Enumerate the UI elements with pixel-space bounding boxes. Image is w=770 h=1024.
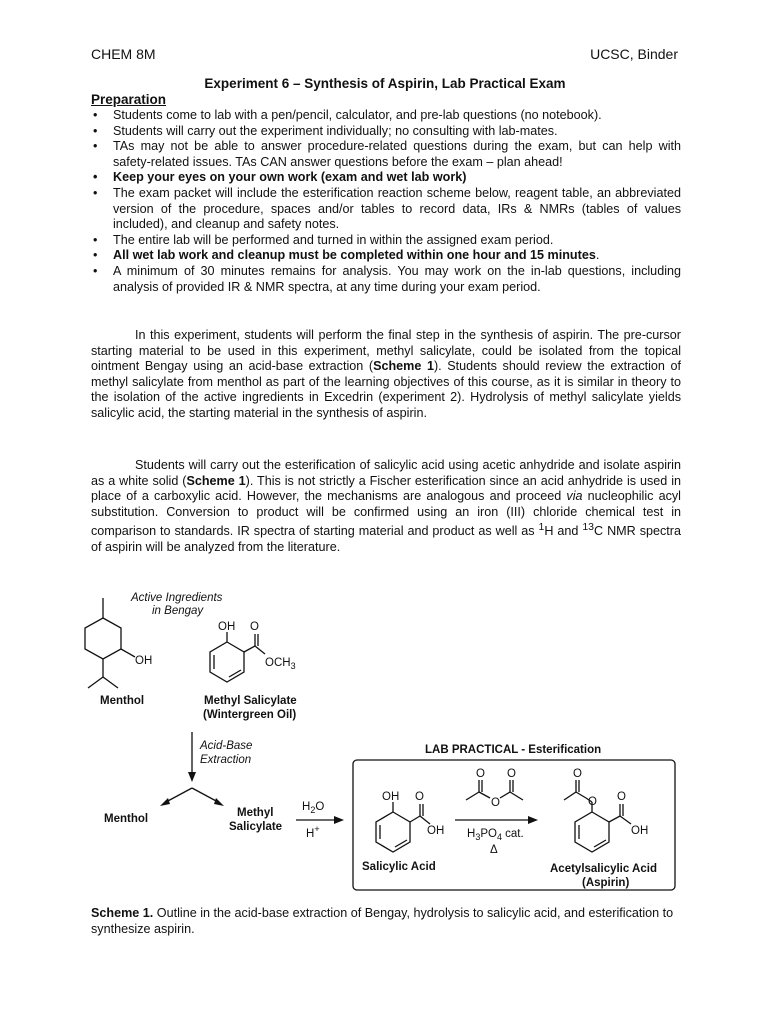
salicylic-acid-label: Salicylic Acid <box>362 861 436 873</box>
bold-text: All wet lab work and cleanup must be completed within one hour and 15 minutes <box>113 248 596 263</box>
active-ingredients-label: Active Ingredients <box>131 592 223 604</box>
reaction-scheme <box>0 580 770 905</box>
salicylic-acid-carboxyl-oh: OH <box>427 825 445 837</box>
acetylsalicylic-acid-label: Acetylsalicylic Acid <box>550 863 657 875</box>
methyl-salicylate-oh: OH <box>218 621 236 633</box>
menthol-oh: OH <box>135 655 153 667</box>
superscript: 1 <box>538 521 545 534</box>
institution-header: UCSC, Binder <box>590 46 678 62</box>
paragraph-text: In this experiment, students will perform the final step in the synthesis of aspirin. The pre-cursor starting material to be used in this experiment, methyl salicylate, could be isolated from the topical ointment Bengay using an acid-base extraction ( <box>91 328 681 374</box>
preparation-list <box>91 108 681 295</box>
italic-text: via <box>566 489 583 504</box>
heat-symbol: Δ <box>490 844 498 856</box>
caption-label: Scheme 1. <box>91 906 154 920</box>
catalyst-label: $H_3PO_4$ cat. <box>467 828 524 842</box>
menthol-product-label: Menthol <box>104 813 149 825</box>
left-arrowhead <box>160 798 170 806</box>
aspirin-oh: OH <box>631 825 649 837</box>
list-item: • The exam packet will include the esterification reaction scheme below, reagent table, an abbreviated version of the procedure, spaces and/or tables to record data, IRs & NMRs (tables of values included), and cleanup and safety notes. <box>91 186 681 233</box>
list-item: • Students come to lab with a pen/pencil, calculator, and pre-lab questions (no notebook). <box>91 108 681 124</box>
list-item: • A minimum of 30 minutes remains for analysis. You may work on the in-lab questions, including analysis of provided IR & NMR spectra, at any time during your exam period. <box>91 264 681 295</box>
acid-label: H+ <box>306 824 320 840</box>
scheme-reference: Scheme 1 <box>186 473 246 488</box>
superscript: 13 <box>582 521 595 534</box>
aspirin-label: (Aspirin) <box>582 877 630 889</box>
anhydride-o-right: O <box>507 768 516 780</box>
salicylic-acid-oh: OH <box>382 791 400 803</box>
extraction-label: Extraction <box>200 754 252 766</box>
scheme-caption <box>91 906 681 937</box>
paragraph-text: ). This is not strictly a Fischer esterification since an acid anhydride is used in place of a carboxylic acid. However, the mechanisms are analogous and proceed <box>91 473 681 504</box>
preparation-heading: Preparation <box>91 92 167 107</box>
acid-base-label: Acid-Base <box>200 740 253 752</box>
right-arrowhead <box>214 798 224 806</box>
scheme-reference: Scheme 1 <box>373 359 434 374</box>
in-bengay-label: in Bengay <box>152 605 204 617</box>
list-item: • Students will carry out the experiment individually; no consulting with lab-mates. <box>91 124 681 140</box>
aspirin-ester-o: O <box>588 796 597 808</box>
period: . <box>595 248 600 263</box>
methyl-salicylate-och3: $OCH_3$ <box>265 657 296 671</box>
aspirin-acetyl-o: O <box>573 768 582 780</box>
list-item: • TAs may not be able to answer procedure-related questions during the exam, but can help with safety-related issues. TAs CAN answer questions before the exam – plan ahead! <box>91 139 681 170</box>
methyl-salicylate-structure <box>210 632 265 682</box>
document-title: Experiment 6 – Synthesis of Aspirin, Lab Practical Exam <box>204 76 566 91</box>
anhydride-bridge-o: O <box>491 797 500 809</box>
salicylic-acid-structure <box>376 802 430 852</box>
methyl-salicylate-label: Methyl Salicylate <box>204 695 297 707</box>
caption-text: Outline in the acid-base extraction of Bengay, hydrolysis to salicylic acid, and esterification to synthesize aspirin. <box>91 906 674 936</box>
course-header: CHEM 8M <box>91 46 156 62</box>
anhydride-o-left: O <box>476 768 485 780</box>
menthol-label: Menthol <box>100 695 145 707</box>
paragraph-text: H and <box>544 524 583 539</box>
paragraph-intro <box>91 328 681 422</box>
lab-practical-label: LAB PRACTICAL - Esterification <box>425 744 602 756</box>
esterification-arrowhead <box>528 816 538 824</box>
paragraph-text: nucleophilic acyl substitution. Conversion to product will be confirmed using an iron (III) chloride chemical test in comparison to standards. IR spectra of starting material and product as well as <box>91 489 681 539</box>
wintergreen-label: (Wintergreen Oil) <box>203 709 297 721</box>
down-arrowhead <box>188 772 196 782</box>
aspirin-carbonyl-o: O <box>617 791 626 803</box>
hydrolysis-arrowhead <box>334 816 344 824</box>
methyl-product-label-2: Salicylate <box>229 821 283 833</box>
menthol-structure <box>85 598 135 688</box>
methyl-product-label-1: Methyl <box>237 807 274 819</box>
paragraph-esterification <box>91 458 681 556</box>
salicylic-acid-carbonyl-o: O <box>415 791 424 803</box>
list-item <box>91 248 681 264</box>
water-label: $H_2O$ <box>302 801 325 815</box>
methyl-salicylate-carbonyl-o: O <box>250 621 259 633</box>
list-item: • The entire lab will be performed and turned in within the assigned exam period. <box>91 233 681 249</box>
paragraph-text: Students will carry out the esterification of salicylic acid using acetic anhydride and isolate aspirin as a white solid ( <box>91 458 681 488</box>
paragraph-text: C NMR spectra of aspirin will be analyzed from the literature. <box>91 524 681 555</box>
list-item: • Keep your eyes on your own work (exam and wet lab work) <box>91 170 681 186</box>
paragraph-text: ). Students should review the extraction of methyl salicylate from menthol as part of the learning objectives of this course, as it is similar in theory to the isolation of the active ingredients in Excedrin (experiment 2). Hydrolysis of methyl salicylate yields salicylic acid, the starting material in the synthesis of aspirin. <box>91 359 682 420</box>
